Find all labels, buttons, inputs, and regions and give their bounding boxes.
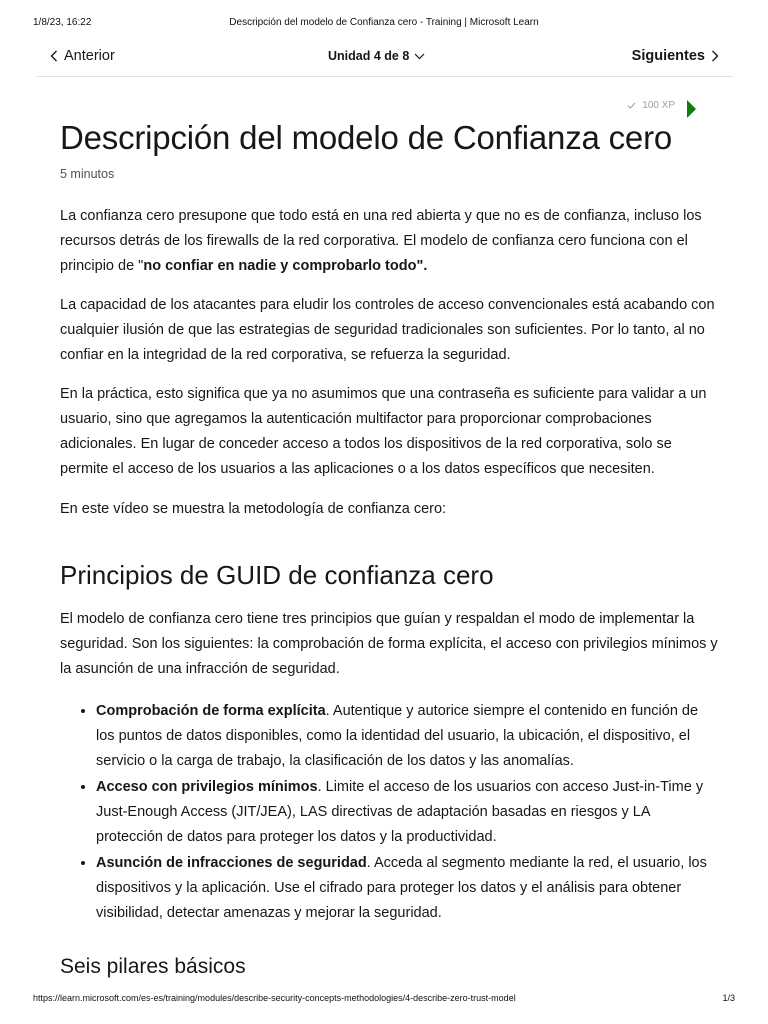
previous-unit-link[interactable] [50, 48, 115, 64]
paragraph-3: En la práctica, esto significa que ya no asumimos que una contraseña es suficiente para validar a un usuario, sino que agregamos la autenticación multifactor para proporcionar comprobaciones adicionales. En lugar de conceder acceso a todos los dispositivos de la red corporativa, solo se permite el acceso de los usuarios a las aplicaciones o a los datos específicos que necesiten. [60, 386, 707, 477]
principle-description: . Autentique y autorice siempre el contenido en función de los puntos de datos disponibles, como la identidad del usuario, la ubicación, el dispositivo, el servicio o la carga de trabajo, la clasificación de los datos y las anomalías. [96, 703, 699, 769]
list-item [96, 698, 720, 774]
principle-description: . Acceda al segmento mediante la red, el usuario, los dispositivos y la aplicación. Use el cifrado para proteger los datos y el análisis para obtener visibilidad, detectar amenazas y mejorar la seguridad. [96, 855, 707, 921]
list-item [96, 850, 720, 926]
principles-list [60, 698, 720, 926]
page-title: Descripción del modelo de Confianza cero [60, 119, 673, 156]
next-unit-link[interactable] [632, 48, 719, 64]
check-icon [627, 102, 636, 109]
previous-unit-label: Anterior [64, 48, 115, 64]
unit-selector-label: Unidad 4 de 8 [328, 49, 410, 63]
section-heading: Principios de GUID de confianza cero [60, 560, 494, 590]
list-item [96, 774, 720, 850]
intro-paragraph [60, 204, 720, 279]
print-page-title: Descripción del modelo de Confianza cero - Training | Microsoft Learn [229, 17, 539, 28]
principle-term: Acceso con privilegios mínimos [96, 779, 318, 795]
principle-term: Asunción de infracciones de seguridad [96, 855, 367, 871]
xp-badge [627, 100, 675, 111]
print-url: https://learn.microsoft.com/es-es/training/modules/describe-security-concepts-methodologies/4-describe-zero-trust-model [33, 993, 516, 1003]
paragraph-4: En este vídeo se muestra la metodología de confianza cero: [60, 501, 447, 517]
intro-bold-text: no confiar en nadie y comprobarlo todo". [143, 258, 428, 274]
unit-navigation [36, 44, 733, 77]
principle-term: Comprobación de forma explícita [96, 703, 326, 719]
paragraph-2: La capacidad de los atacantes para eludir los controles de acceso convencionales está acabando con cualquier ilusión de que las estrategias de seguridad tradicionales son suficientes. Por lo tanto, al no confiar en la integridad de la red corporativa, se refuerza la seguridad. [60, 297, 715, 363]
print-date: 1/8/23, 16:22 [33, 17, 92, 28]
article-content [60, 112, 720, 982]
xp-value: 100 XP [642, 100, 675, 111]
chevron-left-icon [50, 50, 58, 62]
print-header [0, 17, 768, 31]
intro-text: La confianza cero presupone que todo está en una red abierta y que no es de confianza, incluso los recursos detrás de los firewalls de la red corporativa. El modelo de confianza cero funciona con el principio de " [60, 208, 702, 274]
chevron-down-icon [414, 53, 425, 60]
unit-selector[interactable] [328, 49, 425, 63]
next-unit-label: Siguientes [631, 48, 705, 64]
chevron-right-icon [711, 50, 719, 62]
print-page-number: 1/3 [722, 993, 735, 1003]
principle-description: . Limite el acceso de los usuarios con acceso Just-in-Time y Just-Enough Access (JIT/JEA), LAS directivas de adaptación basadas en riesgos y LA protección de datos para proteger los datos y la productividad. [96, 779, 704, 845]
subsection-heading: Seis pilares básicos [60, 955, 246, 978]
duration-label: 5 minutos [60, 167, 115, 181]
section-intro: El modelo de confianza cero tiene tres principios que guían y respaldan el modo de implementar la seguridad. Son los siguientes: la comprobación de forma explícita, el acceso con privilegios mínimos y la asunción de una infracción de seguridad. [60, 611, 718, 677]
